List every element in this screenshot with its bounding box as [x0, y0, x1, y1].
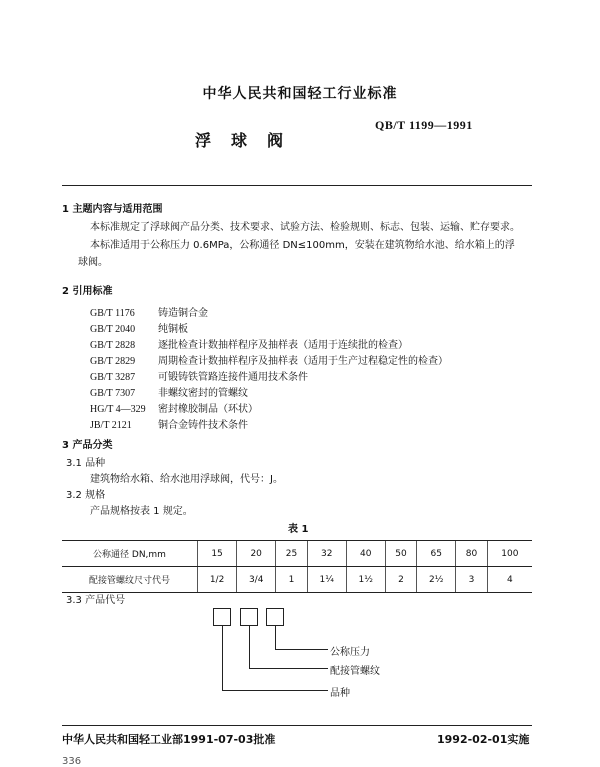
table-cell: 4 — [487, 567, 532, 593]
section31-heading: 3.1 品种 — [66, 458, 106, 469]
leader-line — [222, 690, 328, 691]
leader-line — [275, 626, 276, 649]
table-cell: 65 — [417, 541, 456, 567]
code-label-variety: 品种 — [330, 688, 350, 699]
section1-para2-line1: 本标准适用于公称压力 0.6MPa，公称通径 DN≤100mm，安装在建筑物给水池、给水箱上的浮 — [90, 240, 515, 251]
table-cell: 1¼ — [307, 567, 346, 593]
reference-item: GB/T 7307 非螺纹密封的管螺纹 — [90, 388, 248, 399]
standard-number: QB/T 1199—1991 — [375, 118, 473, 132]
reference-item: GB/T 2828 逐批检查计数抽样程序及抽样表（适用于连续批的检查） — [90, 340, 408, 351]
header-rule — [62, 185, 532, 186]
table-cell: 2½ — [417, 567, 456, 593]
section3-heading: 3 产品分类 — [62, 440, 113, 451]
section1-para2-line2: 球阀。 — [78, 257, 108, 268]
table-cell: 80 — [456, 541, 487, 567]
leader-line — [249, 626, 250, 668]
section2-heading: 2 引用标准 — [62, 286, 113, 297]
document-title: 浮球阀 — [195, 131, 304, 150]
code-label-pressure: 公称压力 — [330, 647, 370, 658]
footer-rule — [62, 725, 532, 726]
reference-item: JB/T 2121 铜合金铸件技术条件 — [90, 420, 248, 431]
code-label-thread: 配接管螺纹 — [330, 666, 380, 677]
section32-text: 产品规格按表 1 规定。 — [90, 506, 193, 517]
reference-item: GB/T 3287 可锻铸铁管路连接件通用技术条件 — [90, 372, 308, 383]
table-cell: 2 — [385, 567, 416, 593]
table-cell: 3 — [456, 567, 487, 593]
table-row-label: 配接管螺纹尺寸代号 — [62, 567, 198, 593]
table-cell: 100 — [487, 541, 532, 567]
reference-item: GB/T 1176 铸造铜合金 — [90, 308, 208, 319]
table-cell: 3/4 — [237, 567, 276, 593]
table-cell: 25 — [276, 541, 307, 567]
table-caption: 表 1 — [288, 524, 309, 535]
table-cell: 20 — [237, 541, 276, 567]
effective-date: 1992-02-01实施 — [437, 733, 530, 746]
reference-item: HG/T 4—329 密封橡胶制品（环状） — [90, 404, 258, 415]
section31-text: 建筑物给水箱、给水池用浮球阀，代号：J。 — [90, 474, 283, 485]
code-box-thread — [240, 608, 258, 626]
section33-heading: 3.3 产品代号 — [66, 595, 126, 606]
section1-heading: 1 主题内容与适用范围 — [62, 204, 163, 215]
reference-item: GB/T 2829 周期检查计数抽样程序及抽样表（适用于生产过程稳定性的检查） — [90, 356, 448, 367]
leader-line — [249, 668, 328, 669]
leader-line — [222, 626, 223, 690]
spec-table — [62, 540, 532, 593]
table-row — [62, 567, 532, 593]
leader-line — [275, 649, 328, 650]
section1-para1: 本标准规定了浮球阀产品分类、技术要求、试验方法、检验规则、标志、包装、运输、贮存要求。 — [90, 222, 520, 233]
code-box-variety — [213, 608, 231, 626]
code-box-pressure — [266, 608, 284, 626]
table-cell: 1/2 — [198, 567, 237, 593]
section32-heading: 3.2 规格 — [66, 490, 106, 501]
reference-item: GB/T 2040 纯铜板 — [90, 324, 188, 335]
page-number: 336 — [62, 756, 82, 767]
organization-title: 中华人民共和国轻工行业标准 — [202, 86, 398, 102]
table-cell: 40 — [346, 541, 385, 567]
table-cell: 50 — [385, 541, 416, 567]
table-row-label: 公称通径 DN,mm — [62, 541, 198, 567]
table-cell: 1 — [276, 567, 307, 593]
table-cell: 15 — [198, 541, 237, 567]
approval-date: 中华人民共和国轻工业部1991-07-03批准 — [62, 733, 276, 746]
table-cell: 32 — [307, 541, 346, 567]
table-row — [62, 541, 532, 567]
table-cell: 1½ — [346, 567, 385, 593]
